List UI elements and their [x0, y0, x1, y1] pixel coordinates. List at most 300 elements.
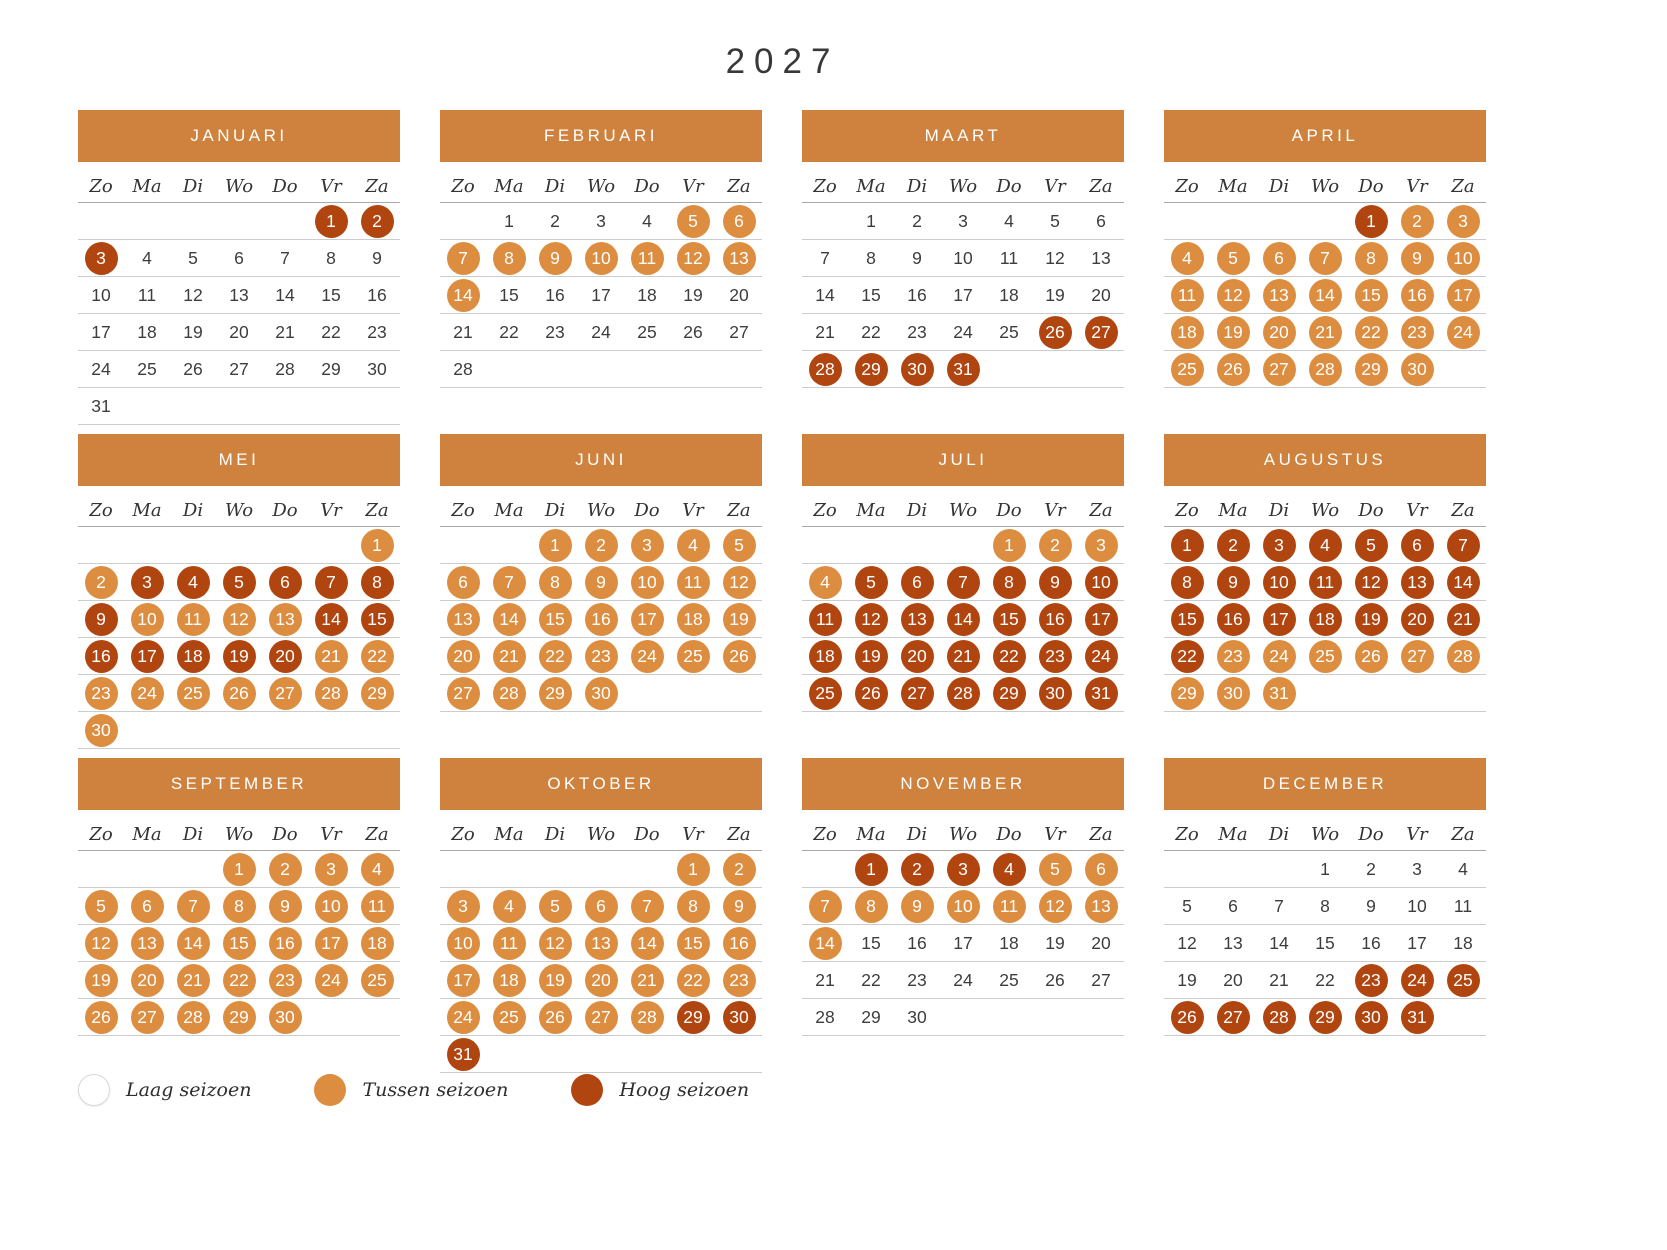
week-row	[802, 962, 1124, 999]
dow-label-vr: Vr	[1406, 176, 1428, 197]
dow-label-ma: Ma	[132, 500, 162, 521]
day-cell: 19	[683, 284, 703, 305]
day-cell: 4	[142, 247, 152, 268]
dow-label-do: Do	[634, 824, 660, 845]
day-cell: 12	[183, 284, 203, 305]
week-row	[440, 203, 762, 240]
day-cell: 6	[1263, 242, 1296, 275]
empty-cell	[315, 529, 348, 562]
day-cell: 2	[585, 529, 618, 562]
empty-cell	[85, 529, 118, 562]
day-cell: 3	[1447, 205, 1480, 238]
day-cell: 11	[493, 927, 526, 960]
empty-cell	[539, 853, 572, 886]
day-cell: 10	[631, 566, 664, 599]
day-cell: 30	[1355, 1001, 1388, 1034]
day-cell: 25	[177, 677, 210, 710]
day-cell: 8	[1320, 895, 1330, 916]
day-cell: 5	[539, 890, 572, 923]
day-cell: 30	[269, 1001, 302, 1034]
month-header: MAART	[802, 110, 1124, 162]
empty-cell	[223, 529, 256, 562]
month-header: NOVEMBER	[802, 758, 1124, 810]
day-cell: 15	[993, 603, 1026, 636]
day-cell: 11	[177, 603, 210, 636]
day-cell: 23	[545, 321, 565, 342]
day-cell: 23	[907, 321, 927, 342]
day-cell: 29	[1309, 1001, 1342, 1034]
week-row	[802, 564, 1124, 601]
day-cell: 11	[809, 603, 842, 636]
dow-label-za: Za	[1451, 500, 1475, 521]
day-cell: 28	[631, 1001, 664, 1034]
day-of-week-row	[802, 500, 1124, 527]
day-cell: 3	[1085, 529, 1118, 562]
day-cell: 16	[269, 927, 302, 960]
day-cell: 12	[1039, 890, 1072, 923]
week-row	[78, 527, 400, 564]
week-row	[802, 925, 1124, 962]
dow-label-ma: Ma	[132, 176, 162, 197]
empty-cell	[493, 529, 526, 562]
empty-cell	[539, 1038, 572, 1071]
day-cell: 12	[1045, 247, 1065, 268]
day-cell: 16	[1217, 603, 1250, 636]
day-cell: 11	[677, 566, 710, 599]
week-row	[1164, 277, 1486, 314]
day-cell: 26	[1217, 353, 1250, 386]
week-row	[1164, 564, 1486, 601]
day-cell: 22	[993, 640, 1026, 673]
dow-label-do: Do	[1358, 500, 1384, 521]
week-row	[1164, 351, 1486, 388]
day-cell: 18	[809, 640, 842, 673]
legend-label: Tussen seizoen	[362, 1079, 509, 1101]
empty-cell	[1447, 1001, 1480, 1034]
day-cell: 21	[1309, 316, 1342, 349]
day-cell: 5	[723, 529, 756, 562]
dow-label-di: Di	[544, 824, 566, 845]
day-cell: 16	[907, 284, 927, 305]
empty-cell	[223, 205, 256, 238]
month-header: FEBRUARI	[440, 110, 762, 162]
week-row	[78, 638, 400, 675]
empty-cell	[1447, 353, 1480, 386]
empty-cell	[723, 677, 756, 710]
day-cell: 9	[901, 890, 934, 923]
day-cell: 10	[947, 890, 980, 923]
empty-cell	[1171, 205, 1204, 238]
dow-label-zo: Zo	[1175, 824, 1199, 845]
dow-label-ma: Ma	[856, 824, 886, 845]
day-cell: 11	[999, 247, 1019, 268]
day-cell: 27	[585, 1001, 618, 1034]
empty-cell	[269, 205, 302, 238]
month-april	[1164, 110, 1486, 434]
day-cell: 15	[361, 603, 394, 636]
day-cell: 25	[1447, 964, 1480, 997]
week-row	[78, 388, 400, 425]
dow-label-di: Di	[182, 500, 204, 521]
day-cell: 27	[229, 358, 249, 379]
dow-label-di: Di	[1268, 500, 1290, 521]
day-cell: 13	[269, 603, 302, 636]
month-november	[802, 758, 1124, 1082]
day-cell: 17	[1085, 603, 1118, 636]
day-cell: 8	[1171, 566, 1204, 599]
month-header: JANUARI	[78, 110, 400, 162]
day-cell: 7	[1309, 242, 1342, 275]
day-cell: 3	[1263, 529, 1296, 562]
day-cell: 6	[585, 890, 618, 923]
day-cell: 17	[315, 927, 348, 960]
empty-cell	[1217, 205, 1250, 238]
week-row	[78, 277, 400, 314]
day-cell: 4	[361, 853, 394, 886]
empty-cell	[677, 353, 710, 386]
dow-label-zo: Zo	[1175, 500, 1199, 521]
day-cell: 12	[723, 566, 756, 599]
day-cell: 10	[585, 242, 618, 275]
empty-cell	[993, 1001, 1026, 1034]
empty-cell	[723, 353, 756, 386]
empty-cell	[631, 353, 664, 386]
day-cell: 2	[1217, 529, 1250, 562]
day-cell: 31	[1263, 677, 1296, 710]
week-row	[802, 314, 1124, 351]
day-cell: 2	[723, 853, 756, 886]
day-cell: 5	[1355, 529, 1388, 562]
day-cell: 17	[447, 964, 480, 997]
day-cell: 24	[131, 677, 164, 710]
month-maart	[802, 110, 1124, 434]
day-cell: 28	[275, 358, 295, 379]
day-cell: 10	[131, 603, 164, 636]
day-cell: 24	[447, 1001, 480, 1034]
day-cell: 15	[1315, 932, 1335, 953]
day-cell: 8	[677, 890, 710, 923]
day-cell: 13	[229, 284, 249, 305]
day-cell: 10	[1407, 895, 1427, 916]
month-augustus	[1164, 434, 1486, 758]
week-row	[78, 203, 400, 240]
day-cell: 5	[677, 205, 710, 238]
day-cell: 22	[1171, 640, 1204, 673]
day-of-week-row	[1164, 500, 1486, 527]
empty-cell	[855, 529, 888, 562]
dow-label-wo: Wo	[948, 500, 978, 521]
day-of-week-row	[440, 500, 762, 527]
day-cell: 11	[631, 242, 664, 275]
dow-label-di: Di	[182, 176, 204, 197]
day-cell: 18	[677, 603, 710, 636]
day-cell: 6	[131, 890, 164, 923]
week-row	[78, 712, 400, 749]
empty-cell	[1217, 853, 1250, 886]
day-cell: 6	[1085, 853, 1118, 886]
month-header: MEI	[78, 434, 400, 486]
day-cell: 18	[999, 932, 1019, 953]
day-cell: 27	[1217, 1001, 1250, 1034]
day-cell: 17	[591, 284, 611, 305]
day-cell: 14	[1309, 279, 1342, 312]
day-cell: 20	[1223, 969, 1243, 990]
month-oktober	[440, 758, 762, 1082]
day-cell: 2	[1401, 205, 1434, 238]
day-cell: 9	[372, 247, 382, 268]
empty-cell	[177, 714, 210, 747]
day-cell: 20	[1091, 284, 1111, 305]
day-of-week-row	[1164, 824, 1486, 851]
hoog-seizoen-circle-icon	[571, 1074, 603, 1106]
empty-cell	[1447, 677, 1480, 710]
empty-cell	[631, 677, 664, 710]
week-row	[440, 925, 762, 962]
day-cell: 21	[315, 640, 348, 673]
dow-label-wo: Wo	[1310, 824, 1340, 845]
day-cell: 28	[1263, 1001, 1296, 1034]
empty-cell	[1039, 1001, 1072, 1034]
day-cell: 23	[1217, 640, 1250, 673]
month-januari	[78, 110, 400, 434]
day-of-week-row	[78, 176, 400, 203]
empty-cell	[131, 529, 164, 562]
day-cell: 1	[855, 853, 888, 886]
day-of-week-row	[78, 824, 400, 851]
day-cell: 21	[947, 640, 980, 673]
day-cell: 23	[269, 964, 302, 997]
day-cell: 24	[591, 321, 611, 342]
day-cell: 17	[953, 932, 973, 953]
dow-label-ma: Ma	[1218, 824, 1248, 845]
day-cell: 8	[1355, 242, 1388, 275]
laag-seizoen-circle-icon	[78, 1074, 110, 1106]
day-cell: 20	[447, 640, 480, 673]
day-cell: 19	[1355, 603, 1388, 636]
day-cell: 20	[229, 321, 249, 342]
dow-label-zo: Zo	[813, 500, 837, 521]
day-cell: 23	[367, 321, 387, 342]
month-juni	[440, 434, 762, 758]
day-cell: 1	[1355, 205, 1388, 238]
day-cell: 7	[1274, 895, 1284, 916]
day-cell: 11	[1453, 895, 1473, 916]
week-row	[78, 564, 400, 601]
week-row	[1164, 314, 1486, 351]
day-cell: 27	[1263, 353, 1296, 386]
empty-cell	[493, 1038, 526, 1071]
day-cell: 6	[234, 247, 244, 268]
day-cell: 3	[447, 890, 480, 923]
day-cell: 7	[493, 566, 526, 599]
dow-label-zo: Zo	[89, 500, 113, 521]
week-row	[78, 925, 400, 962]
day-cell: 30	[367, 358, 387, 379]
dow-label-zo: Zo	[451, 500, 475, 521]
empty-cell	[1309, 677, 1342, 710]
week-row	[802, 851, 1124, 888]
day-cell: 22	[1315, 969, 1335, 990]
empty-cell	[269, 529, 302, 562]
day-cell: 22	[1355, 316, 1388, 349]
day-cell: 25	[1171, 353, 1204, 386]
dow-label-ma: Ma	[494, 500, 524, 521]
day-cell: 4	[809, 566, 842, 599]
empty-cell	[585, 1038, 618, 1071]
empty-cell	[947, 1001, 980, 1034]
dow-label-wo: Wo	[224, 824, 254, 845]
dow-label-vr: Vr	[320, 500, 342, 521]
day-cell: 5	[1039, 853, 1072, 886]
day-cell: 30	[1217, 677, 1250, 710]
dow-label-wo: Wo	[586, 824, 616, 845]
legend-item-hoog	[571, 1074, 749, 1106]
day-cell: 5	[1050, 210, 1060, 231]
dow-label-ma: Ma	[1218, 500, 1248, 521]
day-cell: 3	[131, 566, 164, 599]
dow-label-zo: Zo	[813, 824, 837, 845]
week-row	[440, 601, 762, 638]
empty-cell	[1085, 353, 1118, 386]
day-cell: 19	[1217, 316, 1250, 349]
day-cell: 6	[723, 205, 756, 238]
week-row	[440, 962, 762, 999]
empty-cell	[1355, 677, 1388, 710]
dow-label-do: Do	[272, 824, 298, 845]
dow-label-za: Za	[1089, 176, 1113, 197]
day-cell: 21	[1269, 969, 1289, 990]
week-row	[440, 851, 762, 888]
day-cell: 26	[723, 640, 756, 673]
dow-label-vr: Vr	[1044, 500, 1066, 521]
week-row	[78, 314, 400, 351]
day-cell: 3	[596, 210, 606, 231]
day-cell: 2	[1039, 529, 1072, 562]
day-cell: 1	[866, 210, 876, 231]
day-cell: 11	[1309, 566, 1342, 599]
day-cell: 6	[901, 566, 934, 599]
day-cell: 19	[855, 640, 888, 673]
day-cell: 14	[1269, 932, 1289, 953]
legend-item-laag	[78, 1074, 251, 1106]
day-cell: 22	[223, 964, 256, 997]
dow-label-za: Za	[1089, 500, 1113, 521]
day-cell: 6	[269, 566, 302, 599]
dow-label-do: Do	[634, 500, 660, 521]
dow-label-do: Do	[272, 500, 298, 521]
day-of-week-row	[440, 176, 762, 203]
day-cell: 19	[223, 640, 256, 673]
empty-cell	[1263, 853, 1296, 886]
day-cell: 22	[499, 321, 519, 342]
dow-label-ma: Ma	[132, 824, 162, 845]
day-cell: 27	[901, 677, 934, 710]
day-cell: 30	[1401, 353, 1434, 386]
day-cell: 25	[137, 358, 157, 379]
empty-cell	[315, 1001, 348, 1034]
day-cell: 30	[1039, 677, 1072, 710]
day-cell: 14	[631, 927, 664, 960]
week-row	[1164, 203, 1486, 240]
day-cell: 12	[1355, 566, 1388, 599]
day-cell: 15	[677, 927, 710, 960]
legend	[78, 1074, 812, 1106]
week-row	[440, 638, 762, 675]
day-cell: 23	[907, 969, 927, 990]
day-cell: 4	[1458, 858, 1468, 879]
month-februari	[440, 110, 762, 434]
day-cell: 17	[631, 603, 664, 636]
month-juli	[802, 434, 1124, 758]
day-cell: 20	[1401, 603, 1434, 636]
day-cell: 17	[1407, 932, 1427, 953]
day-cell: 17	[1447, 279, 1480, 312]
empty-cell	[1171, 853, 1204, 886]
empty-cell	[131, 205, 164, 238]
empty-cell	[809, 205, 842, 238]
dow-label-vr: Vr	[1044, 176, 1066, 197]
empty-cell	[269, 390, 302, 423]
day-cell: 26	[1171, 1001, 1204, 1034]
day-of-week-row	[1164, 176, 1486, 203]
empty-cell	[1039, 353, 1072, 386]
day-cell: 5	[188, 247, 198, 268]
day-cell: 28	[1447, 640, 1480, 673]
day-cell: 2	[1366, 858, 1376, 879]
dow-label-do: Do	[1358, 824, 1384, 845]
month-header: APRIL	[1164, 110, 1486, 162]
day-cell: 8	[539, 566, 572, 599]
day-cell: 21	[815, 969, 835, 990]
day-cell: 23	[1355, 964, 1388, 997]
day-cell: 7	[631, 890, 664, 923]
week-row	[1164, 962, 1486, 999]
day-cell: 30	[585, 677, 618, 710]
day-cell: 2	[550, 210, 560, 231]
day-cell: 1	[993, 529, 1026, 562]
day-cell: 1	[223, 853, 256, 886]
day-cell: 18	[1309, 603, 1342, 636]
day-cell: 14	[493, 603, 526, 636]
empty-cell	[901, 529, 934, 562]
day-cell: 25	[999, 969, 1019, 990]
day-cell: 16	[367, 284, 387, 305]
day-cell: 29	[539, 677, 572, 710]
dow-label-zo: Zo	[451, 824, 475, 845]
day-cell: 25	[809, 677, 842, 710]
dow-label-di: Di	[906, 500, 928, 521]
empty-cell	[1309, 205, 1342, 238]
empty-cell	[947, 529, 980, 562]
day-cell: 14	[947, 603, 980, 636]
day-cell: 12	[1177, 932, 1197, 953]
day-cell: 28	[177, 1001, 210, 1034]
day-cell: 24	[1263, 640, 1296, 673]
legend-item-tussen	[314, 1074, 508, 1106]
week-row	[440, 277, 762, 314]
empty-cell	[269, 714, 302, 747]
day-cell: 21	[815, 321, 835, 342]
dow-label-di: Di	[906, 824, 928, 845]
empty-cell	[177, 529, 210, 562]
day-cell: 20	[901, 640, 934, 673]
day-cell: 3	[958, 210, 968, 231]
day-cell: 27	[1091, 969, 1111, 990]
week-row	[78, 999, 400, 1036]
day-cell: 31	[947, 353, 980, 386]
day-cell: 2	[269, 853, 302, 886]
day-cell: 25	[1309, 640, 1342, 673]
